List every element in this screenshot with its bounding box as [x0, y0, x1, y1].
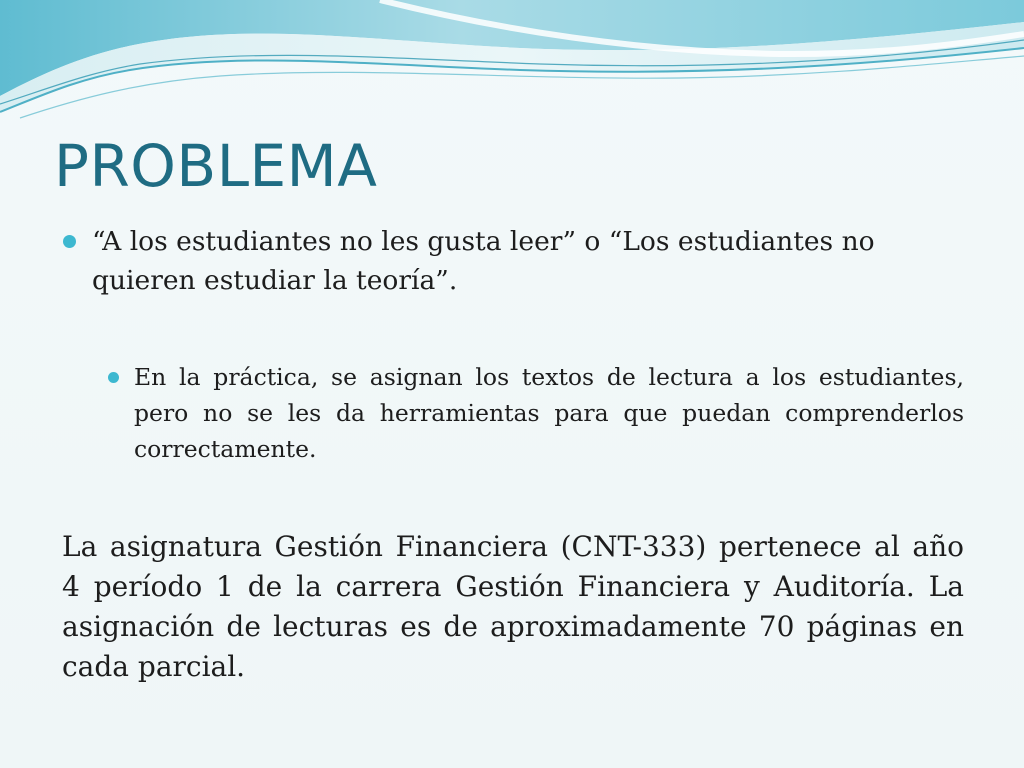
sub-bullet-dot-icon [108, 372, 119, 383]
body-paragraph: La asignatura Gestión Financiera (CNT-333) pertenece al año 4 período 1 de la carrera Gestión Financiera y Auditoría. La asignación de lecturas es de aproximadamente 70 páginas en cada parcial. [62, 530, 964, 683]
slide-title: PROBLEMA [54, 132, 378, 200]
sub-bullet-item-1: En la práctica, se asignan los textos de lectura a los estudiantes, pero no se les da herramientas para que puedan comprenderlos correctamente. [134, 363, 964, 463]
bullet-item-1: “A los estudiantes no les gusta leer” o “Los estudiantes no quieren estudiar la teoría”. [92, 226, 875, 296]
bullet-dot-icon [63, 235, 76, 248]
header-wave-decoration [0, 0, 1024, 130]
